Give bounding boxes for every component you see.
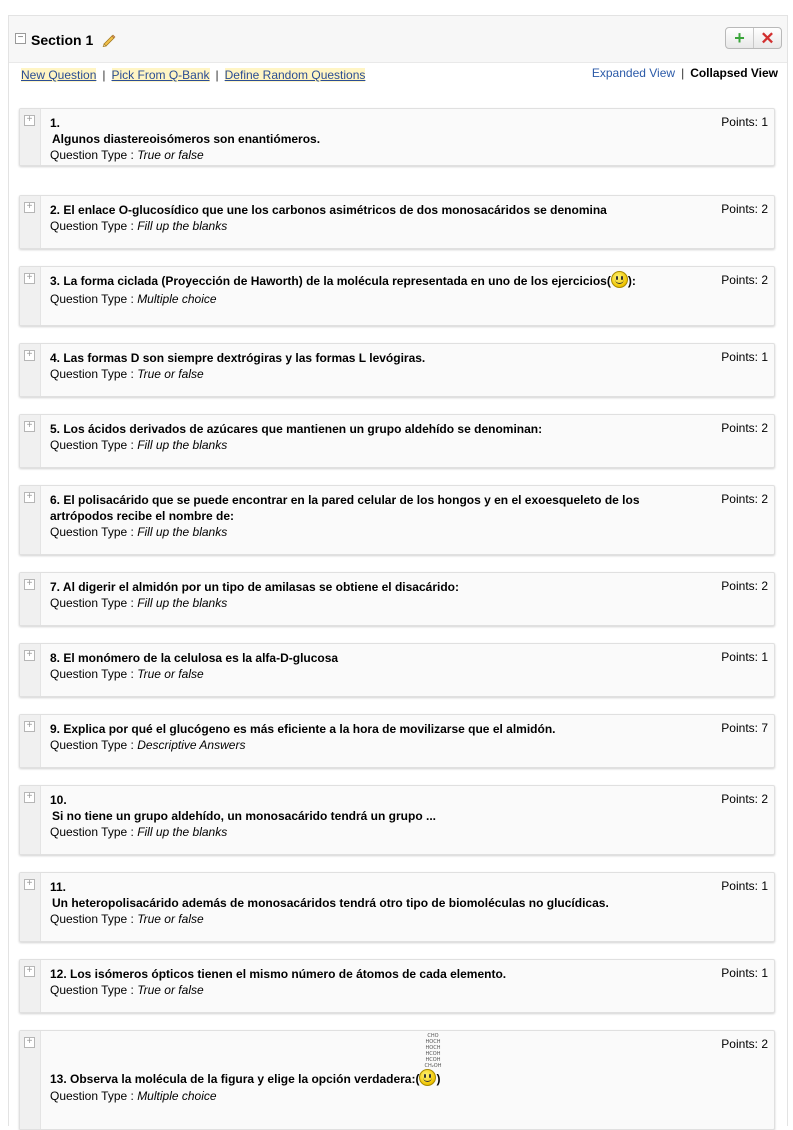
- question-title: 7. Al digerir el almidón por un tipo de amilasas se obtiene el disacárido:: [50, 580, 459, 594]
- question-type: Question Type : True or false: [50, 148, 204, 162]
- pencil-icon[interactable]: [101, 33, 117, 47]
- collapsed-view-label[interactable]: Collapsed View: [690, 66, 778, 80]
- question-title: 8. El monómero de la celulosa es la alfa-D-glucosa: [50, 651, 339, 665]
- question-type: Question Type : True or false: [50, 667, 204, 681]
- question-item[interactable]: [19, 1030, 775, 1130]
- question-title: 4. Las formas D son siempre dextrógiras y las formas L levógiras.: [50, 351, 426, 365]
- question-item[interactable]: [19, 414, 775, 468]
- question-title: 1.: [50, 116, 61, 130]
- question-points: Points: 2: [721, 579, 768, 593]
- question-type: Question Type : True or false: [50, 367, 204, 381]
- question-type: Question Type : Fill up the blanks: [50, 525, 228, 539]
- question-type: Question Type : Fill up the blanks: [50, 219, 228, 233]
- question-points: Points: 1: [721, 650, 768, 664]
- question-item[interactable]: [19, 343, 775, 397]
- question-type: Question Type : Multiple choice: [50, 292, 217, 306]
- expand-icon[interactable]: +: [24, 579, 35, 590]
- question-type: Question Type : Multiple choice: [50, 1089, 217, 1103]
- question-text: Un heteropolisacárido además de monosacáridos tendrá otro tipo de biomoléculas no glucídicas.: [52, 896, 609, 910]
- section-actions: [725, 27, 782, 49]
- expand-icon[interactable]: +: [24, 202, 35, 213]
- question-points: Points: 1: [721, 350, 768, 364]
- expand-icon[interactable]: +: [24, 1037, 35, 1048]
- question-type: Question Type : Fill up the blanks: [50, 438, 228, 452]
- question-points: Points: 2: [721, 202, 768, 216]
- question-points: Points: 2: [721, 1037, 768, 1051]
- smiley-icon: [611, 271, 628, 288]
- pick-qbank-link[interactable]: Pick From Q-Bank: [111, 68, 210, 82]
- question-item[interactable]: [19, 959, 775, 1013]
- question-toolbar: New Question | Pick From Q-Bank | Define Random Questions: [21, 68, 366, 82]
- question-points: Points: 2: [721, 792, 768, 806]
- question-points: Points: 2: [721, 273, 768, 287]
- question-title: 9. Explica por qué el glucógeno es más eficiente a la hora de movilizarse que el almidón.: [50, 722, 556, 736]
- expand-icon[interactable]: +: [24, 115, 35, 126]
- question-item[interactable]: [19, 785, 775, 855]
- question-points: Points: 1: [721, 879, 768, 893]
- question-item[interactable]: [19, 714, 775, 768]
- collapse-section-icon[interactable]: −: [15, 33, 26, 44]
- delete-button[interactable]: [753, 28, 781, 48]
- question-type: Question Type : Fill up the blanks: [50, 825, 228, 839]
- question-points: Points: 1: [721, 966, 768, 980]
- expand-icon[interactable]: +: [24, 421, 35, 432]
- question-title: 6. El polisacárido que se puede encontrar en la pared celular de los hongos y en el exoesqueleto de los artrópodos recibe el nombre de:: [50, 493, 640, 523]
- plus-icon: +: [734, 28, 745, 48]
- expand-icon[interactable]: +: [24, 792, 35, 803]
- expand-icon[interactable]: +: [24, 350, 35, 361]
- question-title: 11.: [50, 880, 67, 894]
- question-type: Question Type : True or false: [50, 983, 204, 997]
- new-question-link[interactable]: New Question: [21, 68, 97, 82]
- question-title: 10.: [50, 793, 67, 807]
- question-title: 12. Los isómeros ópticos tienen el mismo número de átomos de cada elemento.: [50, 967, 507, 981]
- question-title: 2. El enlace O-glucosídico que une los carbonos asimétricos de dos monosacáridos se denomina: [50, 203, 607, 217]
- question-title: 5. Los ácidos derivados de azúcares que mantienen un grupo aldehído se denominan:: [50, 422, 543, 436]
- section-header: [9, 16, 787, 63]
- smiley-icon: [419, 1069, 436, 1086]
- question-item[interactable]: [19, 872, 775, 942]
- question-title: 13. Observa la molécula de la figura y elige la opción verdadera:( ): [50, 1069, 670, 1088]
- question-title: 3. La forma ciclada (Proyección de Haworth) de la molécula representada en uno de los ejercicios( ):: [50, 271, 670, 291]
- expanded-view-link[interactable]: Expanded View: [591, 66, 676, 80]
- molecule-image: CHO HOCH HOCH HCOH HCOH CH₂OH: [424, 1033, 442, 1069]
- question-text: Algunos diastereoisómeros son enantiómeros.: [52, 132, 321, 146]
- question-points: Points: 2: [721, 421, 768, 435]
- define-random-link[interactable]: Define Random Questions: [224, 68, 366, 82]
- question-type: Question Type : True or false: [50, 912, 204, 926]
- expand-icon[interactable]: +: [24, 966, 35, 977]
- section-panel: [8, 15, 788, 1126]
- question-text: Si no tiene un grupo aldehído, un monosacárido tendrá un grupo ...: [52, 809, 437, 823]
- question-item[interactable]: [19, 643, 775, 697]
- question-points: Points: 1: [721, 115, 768, 129]
- question-item[interactable]: [19, 266, 775, 326]
- question-type: Question Type : Fill up the blanks: [50, 596, 228, 610]
- section-title: Section 1: [31, 32, 94, 48]
- expand-icon[interactable]: +: [24, 492, 35, 503]
- question-item[interactable]: [19, 485, 775, 555]
- question-points: Points: 7: [721, 721, 768, 735]
- question-item[interactable]: [19, 572, 775, 626]
- question-type: Question Type : Descriptive Answers: [50, 738, 246, 752]
- add-button[interactable]: [726, 28, 753, 48]
- expand-icon[interactable]: +: [24, 879, 35, 890]
- question-points: Points: 2: [721, 492, 768, 506]
- expand-icon[interactable]: +: [24, 650, 35, 661]
- view-toggle: Expanded View | Collapsed View: [591, 66, 778, 80]
- question-item[interactable]: [19, 195, 775, 249]
- expand-icon[interactable]: +: [24, 273, 35, 284]
- question-item[interactable]: [19, 108, 775, 166]
- close-icon: ✕: [760, 28, 775, 48]
- expand-icon[interactable]: +: [24, 721, 35, 732]
